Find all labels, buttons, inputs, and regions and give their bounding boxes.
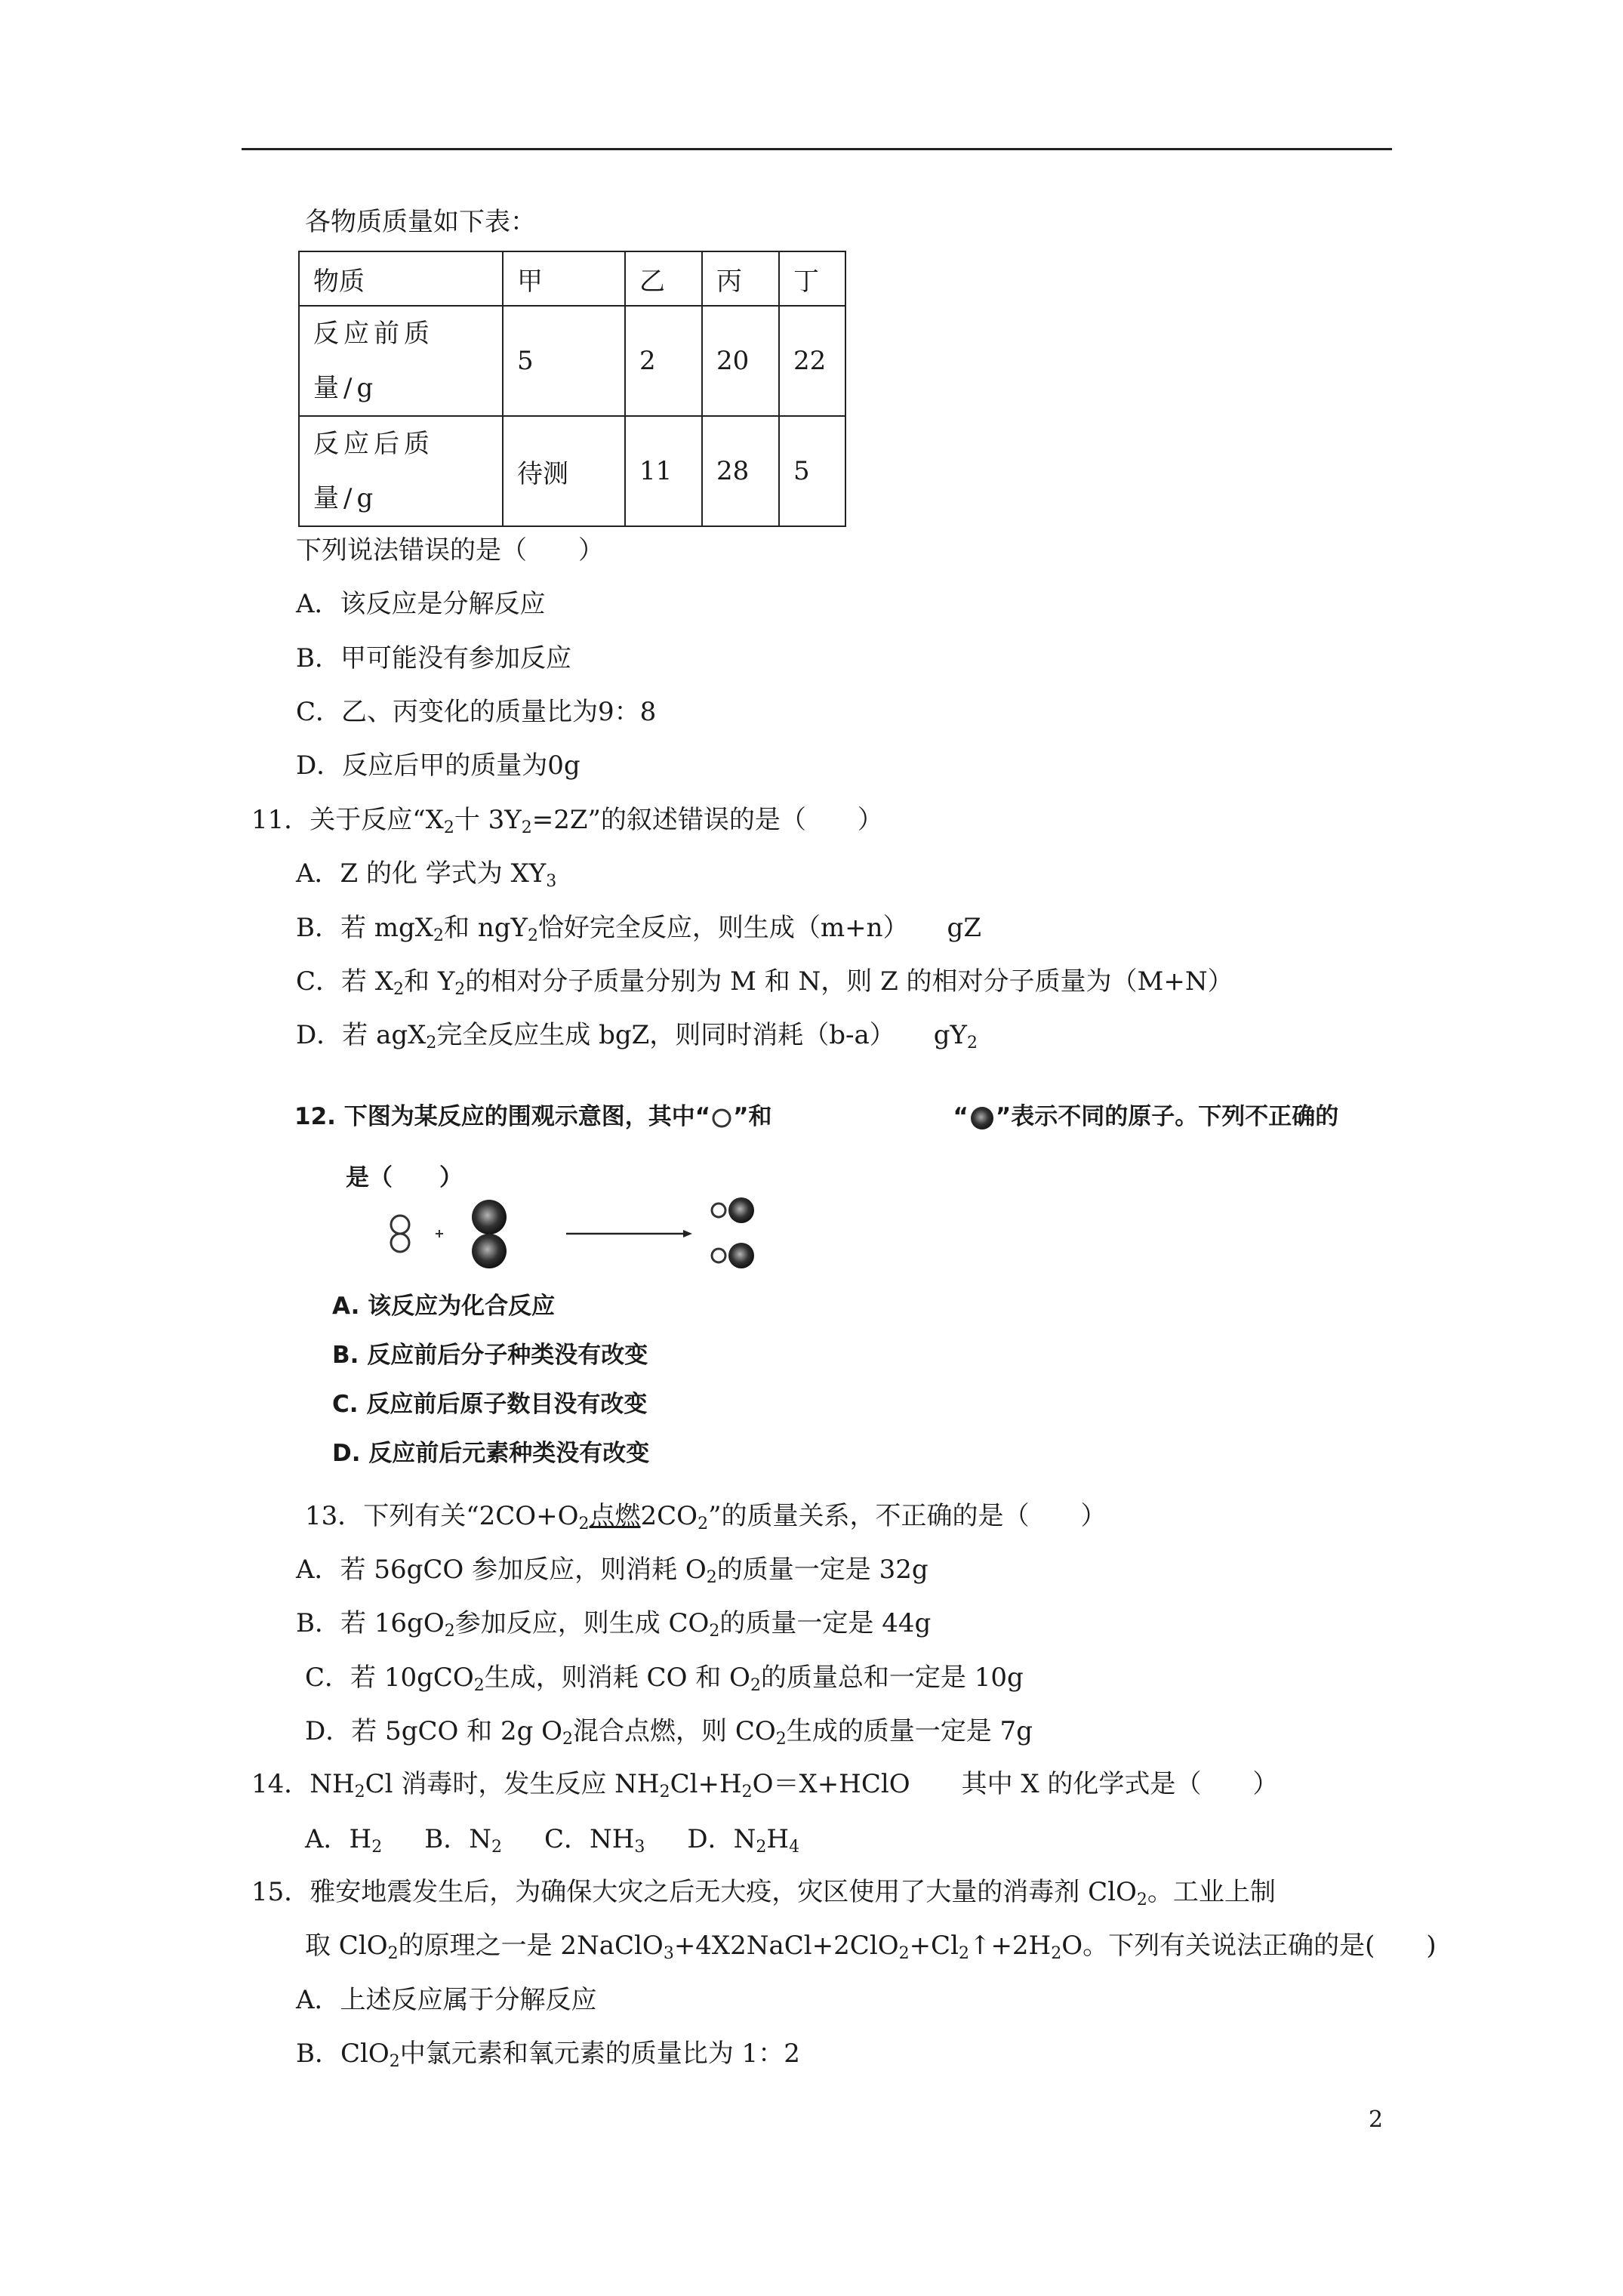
- q13-option-a: A．若 56gCO 参加反应，则消耗 $O_2$的质量一定是 32g: [296, 1555, 929, 1587]
- table-row: [299, 306, 845, 416]
- q12-stem-line1: 12. 下图为某反应的围观示意图，其中“ ”和 “ ”表示不同的原子。下列不正确的: [294, 1103, 1339, 1130]
- q11-option-a: A．Z 的化 学式为 $XY_3$: [296, 858, 557, 891]
- q14-options: [305, 1823, 799, 1856]
- q14-option-c: C．$NH_3$: [544, 1824, 645, 1857]
- q11-stem: 11．关于反应“$X_2$十 $3Y_2=2Z$”的叙述错误的是（ ）: [251, 805, 883, 837]
- plus-icon: [436, 1230, 443, 1237]
- table-header-cell: 甲: [503, 251, 625, 306]
- table-cell: 11: [625, 416, 702, 526]
- table-header-cell: 丙: [702, 251, 779, 306]
- q14-stem: 14．$NH_2Cl$ 消毒时，发生反应 $NH_2Cl+H_2O=X+HClO$ 其中 X 的化学式是（ ）: [251, 1769, 1279, 1801]
- q10-option-d: D．反应后甲的质量为0g: [296, 750, 581, 781]
- page-number: 2: [1369, 2106, 1384, 2133]
- white-atom-icon: [710, 1107, 733, 1130]
- table-intro: 各物质质量如下表：: [305, 207, 536, 237]
- white-molecule-icon: [391, 1216, 409, 1252]
- dark-atom-icon: [969, 1105, 996, 1132]
- table-cell: 5: [503, 306, 625, 416]
- q12-option-d: D. 反应前后元素种类没有改变: [332, 1440, 650, 1467]
- table-header-row: [299, 251, 845, 306]
- q12-option-c: C. 反应前后原子数目没有改变: [332, 1391, 648, 1418]
- q11-option-d: D．若 agX$_2$完全反应生成 bgZ，则同时消耗（b-a） $gY_2$: [296, 1020, 978, 1052]
- q10-option-c: C．乙、丙变化的质量比为9：8: [296, 697, 657, 727]
- q12-stem-line2: 是（ ）: [346, 1164, 463, 1191]
- table-cell: 20: [702, 306, 779, 416]
- table-header-cell: 乙: [625, 251, 702, 306]
- table-header-cell: 物质: [299, 251, 503, 306]
- q12-option-a: A. 该反应为化合反应: [332, 1293, 556, 1320]
- q13-stem: 13．下列有关“$2CO+O_2$点燃$2CO_2$”的质量关系，不正确的是（ ）: [305, 1501, 1107, 1533]
- q13-option-c: C．若 10gCO$_2$生成，则消耗 CO 和 $O_2$的质量总和一定是 10g: [305, 1663, 1024, 1695]
- table-cell: 5: [779, 416, 845, 526]
- q13-option-d: D．若 5gCO 和 2g $O_2$混合点燃，则 $CO_2$生成的质量一定是 7g: [305, 1716, 1033, 1749]
- q13-option-b: B．若 $16gO_2$参加反应，则生成 $CO_2$的质量一定是 44g: [296, 1608, 932, 1641]
- q10-option-a: A．该反应是分解反应: [296, 589, 546, 619]
- reaction-diagram: [377, 1193, 800, 1284]
- dark-molecule-icon: [472, 1200, 507, 1268]
- product-molecule-icon: [712, 1243, 754, 1268]
- table-row: [299, 416, 845, 526]
- table-cell: 待测: [503, 416, 625, 526]
- q15-stem-line2: 取 ClO$_2$的原理之一是 $2NaClO_3+4X2NaCl+2ClO_2+Cl_2↑+2H_2O$。下列有关说法正确的是( ): [305, 1931, 1437, 1963]
- q10-option-b: B．甲可能没有参加反应: [296, 643, 571, 673]
- q15-option-b: B．ClO$_2$中氯元素和氧元素的质量比为 1：2: [296, 2039, 800, 2071]
- table-cell: 22: [779, 306, 845, 416]
- header-rule: [242, 148, 1392, 150]
- reaction-arrow-icon: [566, 1230, 692, 1237]
- q14-option-d: D．$N_2H_4$: [687, 1824, 800, 1857]
- table-row-label: 反应后质量/g: [299, 416, 503, 526]
- table-cell: 2: [625, 306, 702, 416]
- q11-option-c: C．若 $X_2$和 $Y_2$的相对分子质量分别为 M 和 N，则 Z 的相对分子质量为（M+N）: [296, 966, 1233, 999]
- q11-option-b: B．若 mgX$_2$和 ngY$_2$恰好完全反应，则生成（m+n） gZ: [296, 913, 981, 945]
- mass-table: [298, 251, 846, 527]
- q15-option-a: A．上述反应属于分解反应: [296, 1985, 597, 2015]
- table-cell: 28: [702, 416, 779, 526]
- q15-stem-line1: 15．雅安地震发生后，为确保大灾之后无大疫，灾区使用了大量的消毒剂 ClO$_2$。工业上制: [251, 1877, 1276, 1909]
- table-row-label: 反应前质量/g: [299, 306, 503, 416]
- table-header-cell: 丁: [779, 251, 845, 306]
- q10-stem: 下列说法错误的是（ ）: [296, 535, 604, 566]
- q14-option-a: A．$H_2$: [305, 1824, 383, 1857]
- product-molecule-icon: [712, 1197, 754, 1223]
- q12-option-b: B. 反应前后分子种类没有改变: [332, 1342, 648, 1369]
- q14-option-b: B．$N_2$: [424, 1824, 502, 1857]
